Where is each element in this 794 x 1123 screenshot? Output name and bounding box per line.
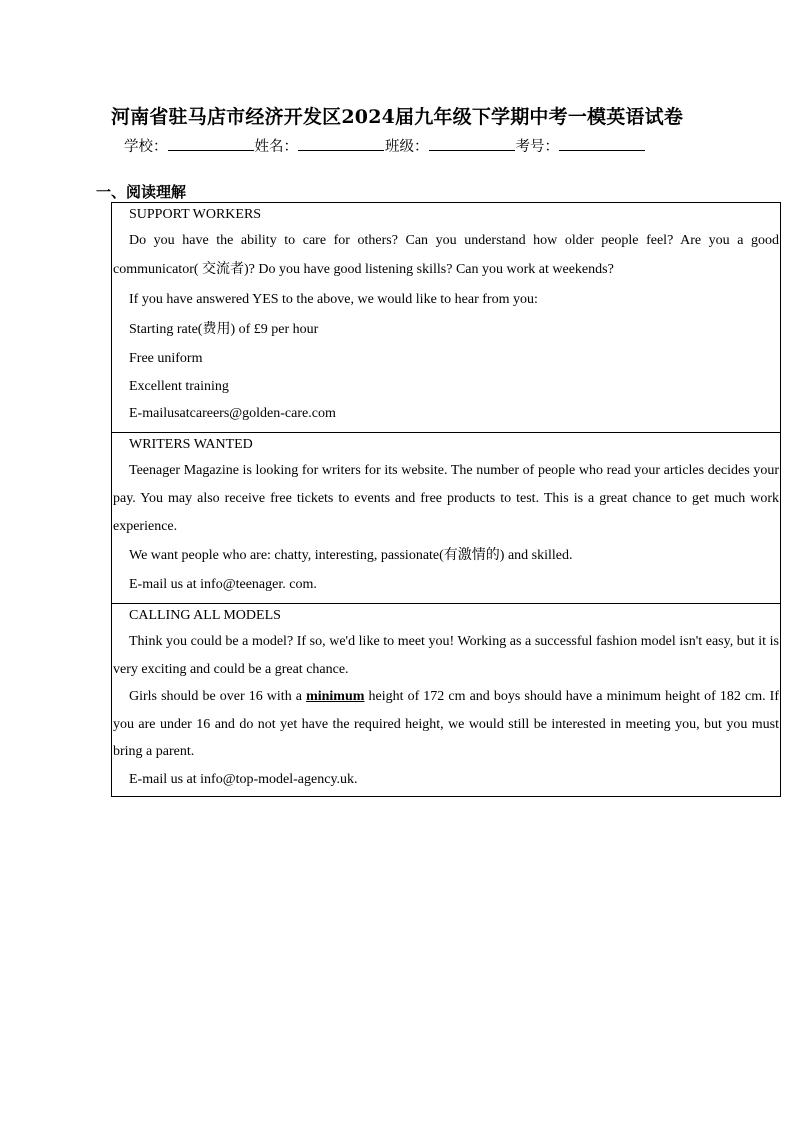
passage-support-workers (112, 203, 780, 432)
list-item: Free uniform (129, 351, 203, 366)
passage-heading: CALLING ALL MODELS (129, 608, 281, 623)
class-blank[interactable] (429, 136, 515, 151)
passage-paragraph: We want people who are: chatty, interesting, passionate(有激情的) and skilled. (129, 548, 573, 563)
passage-paragraph: E-mail us at info@teenager. com. (129, 577, 317, 592)
passage-paragraph (113, 683, 779, 766)
passage-calling-all-models (112, 603, 780, 796)
paragraph-text: Girls should be over 16 with a (129, 689, 307, 704)
list-item: Starting rate(费用) of £9 per hour (129, 322, 319, 337)
student-info-line (124, 135, 646, 156)
passages-table (111, 202, 781, 797)
list-item: E-mailusatcareers@golden-care.com (129, 406, 336, 421)
list-item: Excellent training (129, 379, 229, 394)
school-label: 学校： (124, 139, 168, 155)
passage-paragraph: Teenager Magazine is looking for writers for its website. The number of people who read your articles decides your pay. You may also receive free tickets to events and free products to test. This is a great chance to get much work experience. (113, 463, 779, 534)
section-heading: 一、阅读理解 (96, 183, 187, 201)
passage-paragraph: E-mail us at info@top-model-agency.uk. (129, 771, 358, 787)
exam-title: 河南省驻马店市经济开发区2024届九年级下学期中考一模英语试卷 (110, 106, 684, 128)
class-label: 班级： (385, 139, 429, 155)
passage-paragraph: Do you have the ability to care for others? Can you understand how older people feel? Are you a good communicator( 交流者)? Do you have good listening skills? Can you work at weekends? (113, 233, 779, 277)
exam-number-blank[interactable] (559, 136, 645, 151)
passage-paragraph: If you have answered YES to the above, we would like to hear from you: (129, 292, 538, 307)
exam-number-label: 考号： (515, 139, 559, 155)
key-word-minimum: minimum (306, 689, 365, 704)
school-blank[interactable] (168, 136, 254, 151)
passage-paragraph: Think you could be a model? If so, we'd like to meet you! Working as a successful fashion model isn't easy, but it is very exciting and could be a great chance. (113, 634, 779, 677)
name-label: 姓名： (254, 139, 298, 155)
name-blank[interactable] (298, 136, 384, 151)
passage-heading: SUPPORT WORKERS (129, 207, 262, 222)
paragraph-text: height of 172 cm and boys should have a minimum height of 182 cm. If you are under 16 and do not yet have the required height, we would still be interested in meeting you, but you must bring a parent. (113, 689, 780, 759)
passage-heading: WRITERS WANTED (129, 437, 253, 452)
passage-writers-wanted (112, 432, 780, 603)
